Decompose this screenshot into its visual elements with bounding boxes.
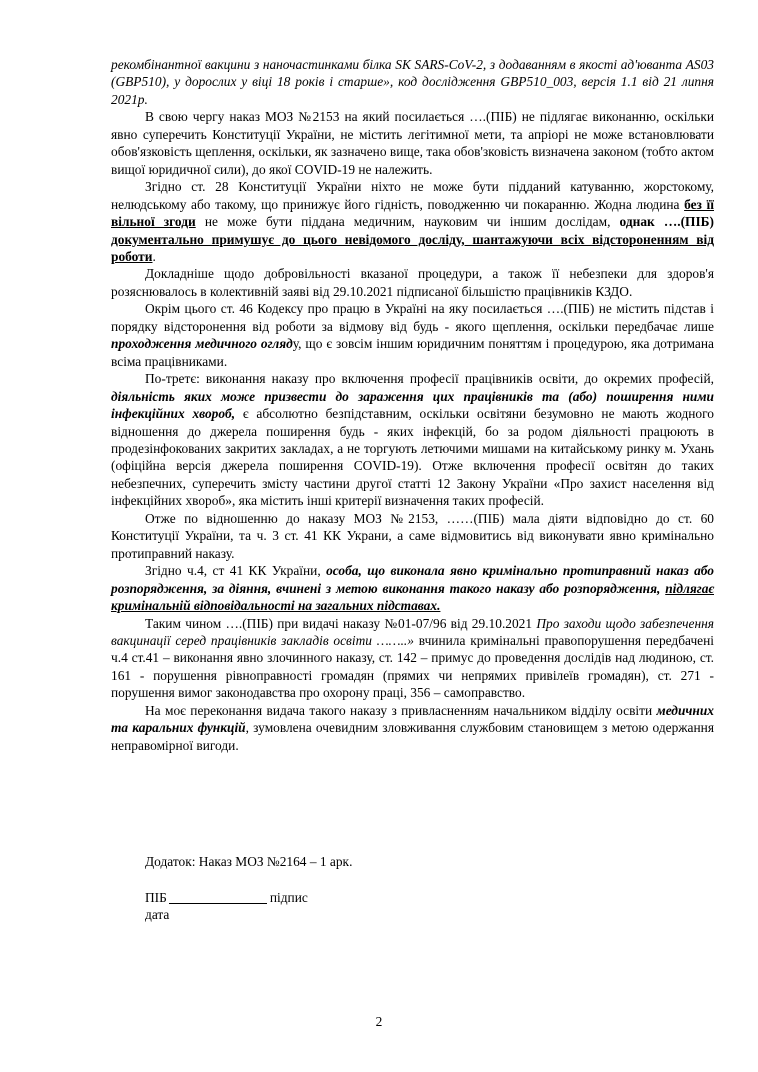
emphasis-free-consent: без її вільної згоди bbox=[111, 196, 714, 230]
text-run: Згідно ч.4, ст 41 КК України, bbox=[145, 563, 327, 579]
paragraph-conclusion bbox=[111, 615, 714, 702]
text-run: Згідно ст. 28 Конституції України ніхто не може бути підданий катуванню, жорстокому, нелюдському або такому, що принижує його гідність, поводженню чи покаранню. Жодна людина bbox=[111, 179, 714, 212]
text-run: . bbox=[152, 248, 156, 264]
paragraph-labor-code-art46 bbox=[111, 300, 714, 370]
letter-body bbox=[111, 56, 714, 754]
text-run: є абсолютно безпідставним, оскільки освітяни безумовно не мають жодного відношення до джерела поширення будь - яких інфекцій, бо за родом діяльності працюють в продезінфокованих закритих закладах, а не торгують летючими мишами на китайському ринку м. Ухань (офіційна версія джерела поширення COVID-19). Отже включення професії освітян до таких небезпечних, суперечить змісту частини другої статті 12 Закону України «Про захист населення від інфекційних хвороб», яка містить інші критерії визначення таких професій. bbox=[111, 406, 714, 509]
text-run: не може бути піддана медичним, науковим чи іншим дослідам, bbox=[195, 214, 620, 230]
text-run: , зумовлена очевидним зловживання службовим становищем з метою одержання неправомірної вигоди. bbox=[111, 720, 714, 753]
emphasis-medical-exam: проходження медичного огляд bbox=[111, 336, 293, 352]
paragraph-collective-statement bbox=[111, 265, 714, 300]
date-label: дата bbox=[145, 907, 170, 922]
signature-label: підпис bbox=[269, 890, 308, 905]
study-title-italic: рекомбінантної вакцини з наночастинками білка SK SARS-CoV-2, з додаванням в якості ад'юванта AS03 (GBP510), у дорослих у віці 18 років і старше», код дослідження GBP510_003, версія 1.1 від 21 липня 2021р. bbox=[111, 57, 714, 107]
emphasis-infection-risk: діяльність яких може призвести до зараження цих працівників та (або) поширення ними інфекційних хвороб, bbox=[111, 388, 714, 422]
emphasis-functions: медичних та каральних функцій bbox=[111, 702, 714, 736]
text-run: вчинила кримінальні правопорушення передбачені ч.4 ст.41 – виконання явно злочинного наказу, ст. 142 – примус до проведення дослідів над людиною, ст. 161 - порушення рівноправності громадян (прямих чи непрямих привілеїв громадян), ст. 271 - порушення вимог законодавства про охорону праці, 356 – самоправство. bbox=[111, 632, 715, 701]
emphasis-liability: підлягає кримінальній відповідальності на загальних підставах. bbox=[111, 580, 714, 614]
text-run: Таким чином ….(ПІБ) при видачі наказу №01-07/96 від 29.10.2021 bbox=[145, 615, 537, 631]
text-run: Докладніше щодо добровільності вказаної процедури, а також її небезпеки для здоров'я розяснювалось в колективній заяві від 29.10.2021 підписаної більшістю працівників КЗДО. bbox=[111, 266, 714, 299]
attachment-note: Додаток: Наказ МОЗ №2164 – 1 арк. bbox=[145, 854, 353, 869]
paragraph-criminal-code-art41 bbox=[111, 562, 714, 614]
emphasis-unlawful-order: особа, що виконала явно кримінально протиправний наказ або розпорядження, за діяння, вчинені з метою виконання такого наказу або розпорядження, bbox=[111, 563, 714, 596]
emphasis-coercion: документально примушує до цього невідомого досліду, шантажуючи всіх відстороненням від роботи bbox=[111, 231, 714, 264]
signature-underline bbox=[169, 903, 267, 904]
name-label: ПІБ bbox=[145, 890, 167, 905]
paragraph-third-point bbox=[111, 370, 714, 510]
text-run: На моє переконання видача такого наказу з привласненням начальником відділу освіти bbox=[145, 702, 657, 718]
paragraph-order-2153 bbox=[111, 108, 714, 178]
text-run: По-третє: виконання наказу про включення професії працівників освіти, до окремих професій, bbox=[145, 371, 714, 387]
signature-line bbox=[145, 890, 308, 906]
text-run: Окрім цього ст. 46 Кодексу про працю в Україні на яку посилається ….(ПІБ) не містить підстав і порядку відсторонення від роботи за відмову від будь - якого щеплення, оскільки передбачає лише bbox=[111, 301, 714, 334]
paragraph-constitution-art28 bbox=[111, 178, 714, 265]
paragraph-constitution-art60 bbox=[111, 510, 714, 562]
paragraph-opinion bbox=[111, 702, 714, 754]
text-run: В свою чергу наказ МОЗ №2153 на який посилається ….(ПІБ) не підлягає виконанню, оскільки явно суперечить Конституції України, не містить легітимної мети, та апріорі не може встановлювати обов'язковість щеплення, оскільки, як зазначено вище, така обов'зковість визначена законом (тобто актом вищої юридичної сили), до якої COVID-19 не належить. bbox=[111, 109, 714, 177]
order-title-italic: Про заходи щодо забезпечення вакцинації серед працівників закладів освіти ……..» bbox=[111, 615, 714, 648]
paragraph-vaccine-study bbox=[111, 56, 714, 108]
text-run: Отже по відношенню до наказу МОЗ №2153, ……(ПІБ) мала діяти відповідно до ст. 60 Конституції України, та ч. 3 ст. 41 КК Укрaни, а саме відмовитись від виконувати явно кримінально протиправний наказу. bbox=[111, 510, 714, 561]
page-number: 2 bbox=[375, 1014, 383, 1029]
text-run: у, що є зовсім іншим юридичним поняттям і процедурою, яка дотримана всіма працівниками. bbox=[111, 336, 714, 369]
emphasis-however: однак ….(ПІБ) bbox=[619, 214, 714, 230]
